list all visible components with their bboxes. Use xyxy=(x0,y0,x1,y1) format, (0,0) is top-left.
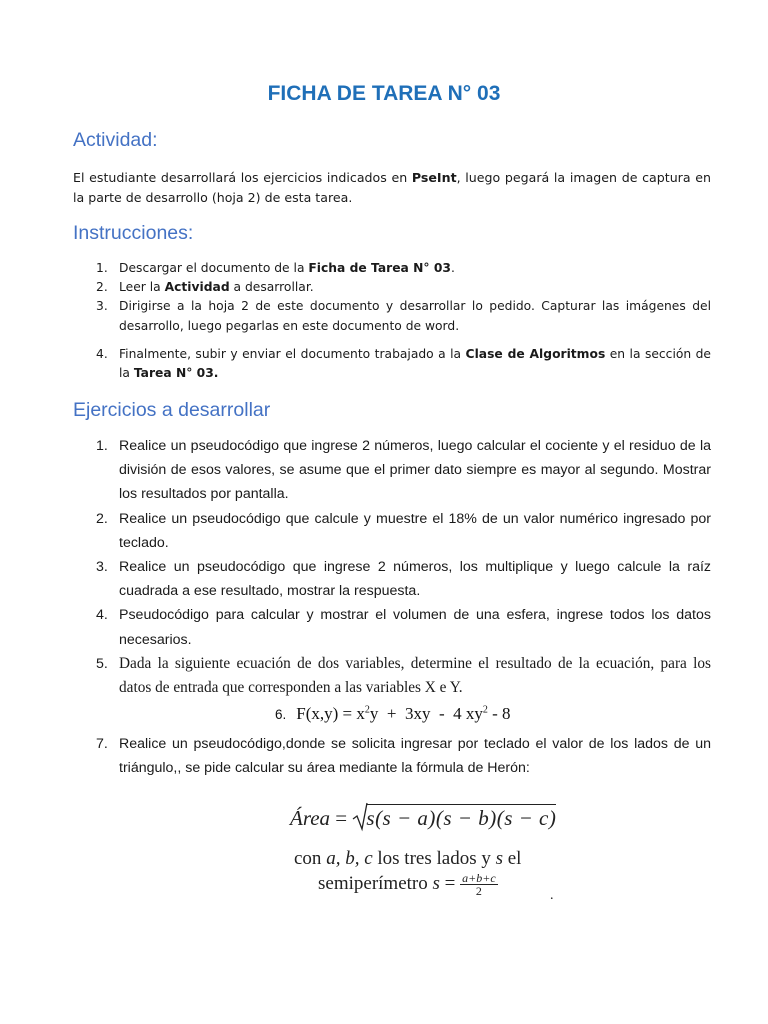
item-bold: Actividad xyxy=(164,280,230,295)
radical-sign-icon xyxy=(352,802,368,832)
equals-sign: = xyxy=(335,806,353,830)
actividad-text-part: , luego pegará la imagen de captura en la parte de desarrollo (hoja 2) de esta tarea. xyxy=(73,170,711,205)
area-label: Área xyxy=(290,806,331,830)
equation-part: F(x,y) = x xyxy=(296,704,365,723)
square-root xyxy=(352,806,556,831)
item-text: Realice un pseudocódigo que calcule y muestre el 18% de un valor numérico ingresado por teclado. xyxy=(119,510,711,551)
instrucciones-list xyxy=(73,259,711,383)
fraction xyxy=(460,872,498,897)
item-number: 3. xyxy=(96,299,108,314)
ejercicio-item xyxy=(73,434,711,507)
item-text: Dada la siguiente ecuación de dos variables, determine el resultado de la ecuación, para los datos de entrada que corresponden a las variables X e Y. xyxy=(119,654,711,697)
actividad-text-bold: PseInt xyxy=(411,170,457,185)
item-number: 4. xyxy=(96,607,108,624)
equation-exponent: 2 xyxy=(364,704,370,716)
ejercicio-item xyxy=(73,732,711,780)
ejercicio-item xyxy=(73,603,711,651)
radicand: s(s − a)(s − b)(s − c) xyxy=(366,806,557,830)
item-number: 2. xyxy=(96,280,108,295)
ejercicio-item xyxy=(73,555,711,603)
item-number: 1. xyxy=(96,261,108,275)
item-text: Dirigirse a la hoja 2 de este documento y desarrollar lo pedido. Capturar las imágenes del desarrollo, luego pegarlas en este documento de word. xyxy=(119,299,711,333)
equals-sign: = xyxy=(439,872,461,894)
actividad-text-part: El estudiante desarrollará los ejercicios indicados en xyxy=(73,170,412,185)
equation-part: - 8 xyxy=(487,704,511,723)
item-text: Pseudocódigo para calcular y mostrar el volumen de una esfera, ingrese todos los datos necesarios. xyxy=(119,607,711,648)
heron-line-3 xyxy=(318,872,498,897)
item-number: 5. xyxy=(96,655,108,672)
item-number: 3. xyxy=(96,559,108,576)
instrucciones-heading: Instrucciones: xyxy=(73,222,194,244)
actividad-heading: Actividad: xyxy=(73,129,158,151)
instruccion-item xyxy=(73,259,711,278)
item-text: en la sección de la xyxy=(119,346,711,381)
heron-vars: a, b, c xyxy=(326,848,373,869)
item-number: 2. xyxy=(96,510,108,527)
ejercicio-item xyxy=(73,507,711,555)
item-text: Descargar el documento de la xyxy=(119,261,309,275)
item-text: a desarrollar. xyxy=(229,280,314,295)
item-text: Realice un pseudocódigo que ingrese 2 números, luego calcular el cociente y el residuo de la división de esos valores, se asume que el primer dato siempre es mayor al segundo. Mostrar los resultados por pantalla. xyxy=(119,438,711,503)
equation xyxy=(275,704,511,724)
item-number: 7. xyxy=(96,736,108,752)
heron-var-s: s xyxy=(495,848,503,869)
heron-text: semiperímetro xyxy=(318,872,433,894)
trailing-dot: . xyxy=(550,888,554,903)
item-bold: Clase de Algoritmos xyxy=(465,346,606,361)
ejercicio-item xyxy=(73,652,711,700)
item-text: Realice un pseudocódigo,donde se solicita ingresar por teclado el valor de los lados de un triángulo,, se pide calcular su área mediante la fórmula de Herón: xyxy=(119,736,711,777)
actividad-text xyxy=(73,168,711,207)
item-number: 6. xyxy=(275,707,287,722)
item-text: Realice un pseudocódigo que ingrese 2 números, los multiplique y luego calcule la raíz cuadrada a ese resultado, mostrar la respuesta. xyxy=(119,559,711,600)
ejercicios-list-cont xyxy=(73,732,711,780)
item-text: . xyxy=(450,261,455,275)
item-number: 4. xyxy=(96,346,108,361)
item-bold: Ficha de Tarea N° 03 xyxy=(308,261,451,275)
item-text: Finalmente, subir y enviar el documento trabajado a la xyxy=(119,346,466,361)
ejercicios-list xyxy=(73,434,711,700)
item-bold: Tarea N° 03. xyxy=(133,366,219,381)
heron-text: con xyxy=(294,848,327,869)
equation-part: y + 3xy - 4 xy xyxy=(369,704,483,723)
item-number: 1. xyxy=(96,438,108,454)
instruccion-item xyxy=(73,297,711,335)
heron-area-line xyxy=(290,806,556,831)
heron-line-2 xyxy=(294,848,521,870)
heron-text: el xyxy=(503,848,522,869)
heron-formula xyxy=(290,800,557,900)
instruccion-item xyxy=(73,345,711,383)
equation-exponent: 2 xyxy=(482,704,488,716)
instruccion-item xyxy=(73,278,711,297)
ejercicios-heading: Ejercicios a desarrollar xyxy=(73,399,271,421)
heron-var-s: s xyxy=(432,872,440,894)
page-title: FICHA DE TAREA N° 03 xyxy=(267,82,501,105)
fraction-denominator: 2 xyxy=(475,884,482,898)
item-text: Leer la xyxy=(119,280,165,295)
fraction-numerator: a+b+c xyxy=(462,871,496,885)
heron-text: los tres lados y xyxy=(372,848,496,869)
